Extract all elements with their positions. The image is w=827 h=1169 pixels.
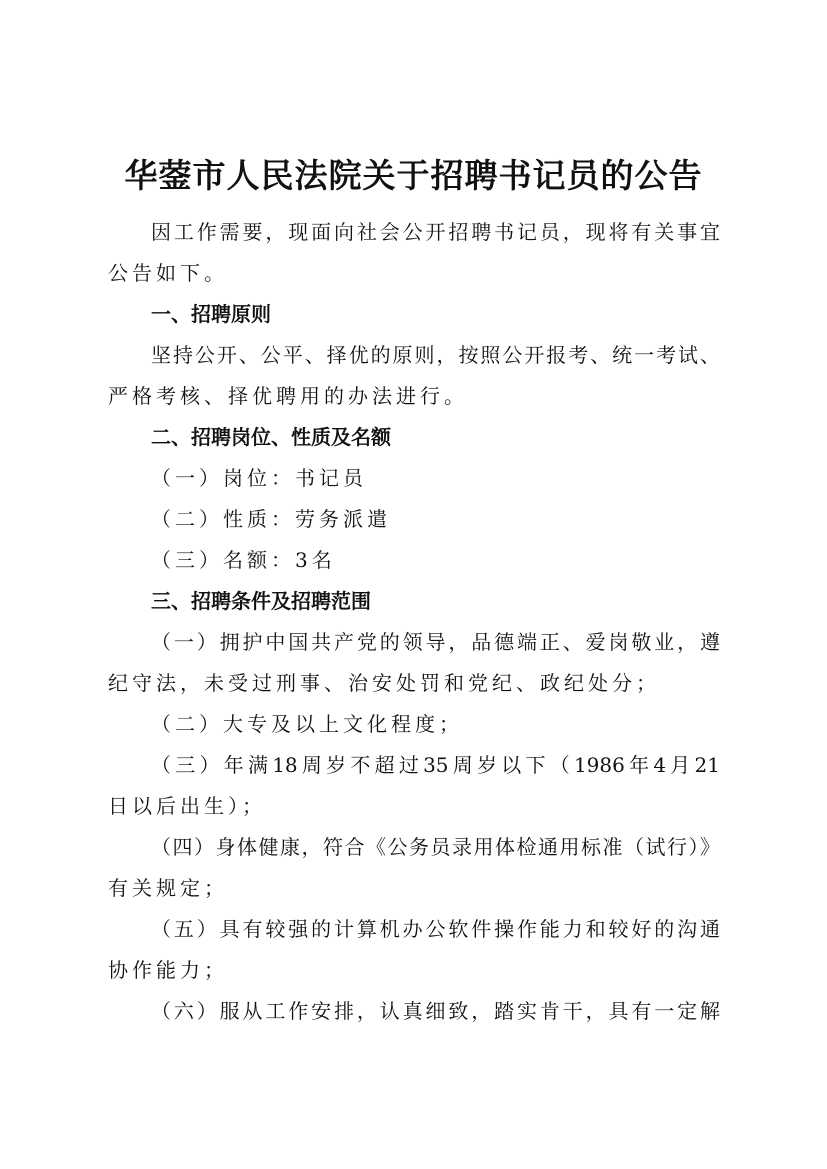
section-3-item-4-line-2: 有关规定； bbox=[108, 876, 228, 900]
intro-line-2: 公告如下。 bbox=[108, 261, 228, 285]
section-3-item-3-line-2: 日以后出生）； bbox=[108, 794, 266, 818]
section-1-line-2: 严格考核、择优聘用的办法进行。 bbox=[108, 384, 468, 408]
section-3-item-6-line-1: （六）服从工作安排，认真细致，踏实肯干，具有一定解 bbox=[151, 999, 720, 1023]
section-3-item-5-line-1: （五）具有较强的计算机办公软件操作能力和较好的沟通 bbox=[151, 917, 720, 941]
section-2-heading: 二、招聘岗位、性质及名额 bbox=[151, 425, 391, 449]
section-3-item-1-line-1: （一）拥护中国共产党的领导，品德端正、爱岗敬业，遵 bbox=[151, 630, 720, 654]
intro-line-1: 因工作需要，现面向社会公开招聘书记员，现将有关事宜 bbox=[151, 220, 720, 244]
section-3-item-1-line-2: 纪守法，未受过刑事、治安处罚和党纪、政纪处分； bbox=[108, 671, 660, 695]
section-1-line-1: 坚持公开、公平、择优的原则，按照公开报考、统一考试、 bbox=[151, 343, 720, 367]
section-1-heading: 一、招聘原则 bbox=[151, 302, 271, 326]
section-3-item-2: （二）大专及以上文化程度； bbox=[151, 712, 463, 736]
section-2-item-3: （三）名额：3名 bbox=[151, 548, 336, 572]
section-2-item-1: （一）岗位：书记员 bbox=[151, 466, 367, 490]
section-3-heading: 三、招聘条件及招聘范围 bbox=[151, 589, 371, 613]
section-2-item-2: （二）性质：劳务派遣 bbox=[151, 507, 391, 531]
document-title: 华蓥市人民法院关于招聘书记员的公告 bbox=[124, 156, 703, 195]
section-3-item-3-line-1: （三）年满18周岁不超过35周岁以下（1986年4月21 bbox=[151, 753, 720, 777]
section-3-item-5-line-2: 协作能力； bbox=[108, 958, 228, 982]
section-3-item-4-line-1: （四）身体健康，符合《公务员录用体检通用标准（试行）》 bbox=[151, 835, 720, 859]
